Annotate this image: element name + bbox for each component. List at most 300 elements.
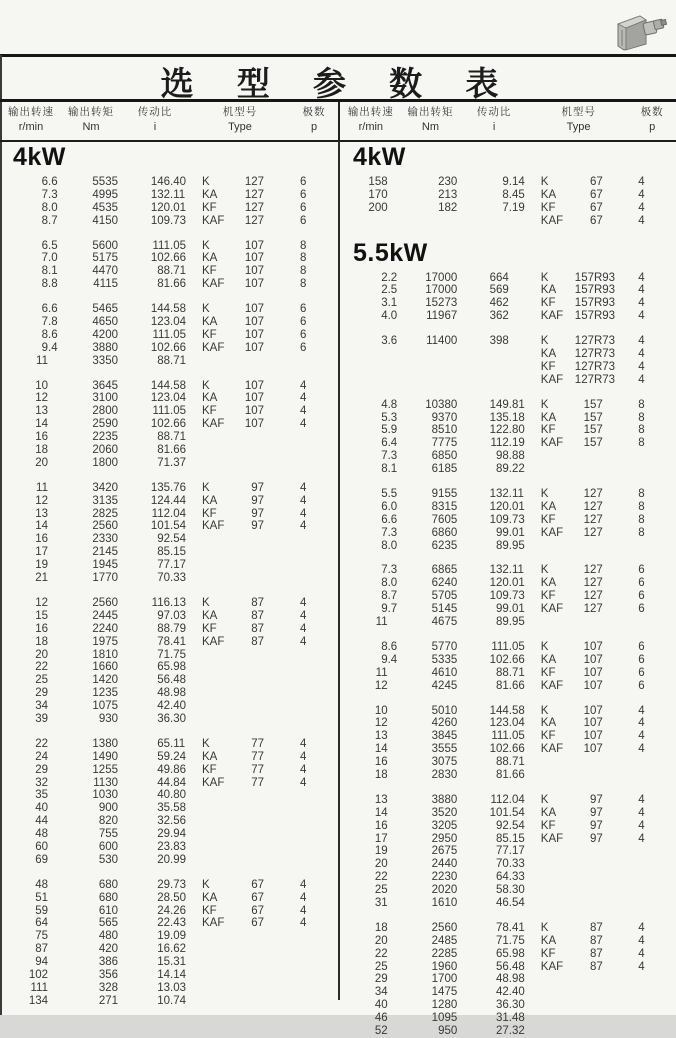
output-torque-cell: 2950 [431,832,458,845]
output-speed-cell [340,215,402,228]
output-torque-cell: 6235 [431,539,458,552]
poles-cell [628,1012,676,1025]
output-speed-cell: 22 [35,737,48,750]
output-torque-cell: 3845 [431,730,458,743]
table-row [340,756,676,769]
ratio-cell: 59 .24 [157,750,186,763]
output-speed-cell: 31 [374,896,388,909]
ratio-cell: 89 .95 [496,616,525,629]
output-torque-cell: 1945 [92,559,118,572]
table-row [340,374,676,387]
ratio-cell: 92 .54 [496,819,525,832]
table-header [0,99,676,142]
ratio-cell: 22 .43 [157,917,186,930]
output-torque-cell: 3880 [431,793,458,806]
poles-cell: 4 [300,904,307,917]
output-speed-cell: 17 [374,832,388,845]
table-row [0,431,338,444]
poles-cell: 4 [638,284,645,297]
output-torque-cell: 4115 [93,278,118,291]
poles-cell: 4 [638,704,645,717]
model-type-cell: KAF 107 [202,418,264,431]
output-torque-cell: 1130 [93,776,118,789]
model-type-cell [529,463,628,476]
poles-cell [290,969,338,982]
poles-cell [290,815,338,828]
poles-cell: 4 [638,310,645,323]
output-torque-cell: 1420 [92,674,118,687]
output-speed-cell: 9 .7 [381,603,398,616]
poles-cell [628,973,676,986]
output-torque-cell: 1770 [92,572,118,585]
output-speed-cell: 6 .6 [381,513,398,526]
output-torque-cell: 2560 [431,921,458,934]
ratio-cell: 462 [489,297,509,310]
poles-cell: 4 [300,520,307,533]
poles-cell [290,930,338,943]
col-header-poles: 极数 p [302,106,326,133]
ratio-cell: 112 .04 [490,793,525,806]
output-speed-cell: 15 [35,609,48,622]
output-speed-cell: 6 .6 [41,303,58,316]
model-type-cell [529,858,628,871]
output-torque-cell: 182 [438,201,458,214]
table-row [0,713,338,726]
col-header-model-type: 机型号 Type [561,106,596,133]
output-speed-cell: 10 [35,379,48,392]
model-block [340,176,676,228]
poles-cell: 4 [300,494,307,507]
model-type-cell: KA 127 [540,577,603,590]
output-torque-cell: 1235 [92,687,118,700]
output-torque-cell: 2560 [92,596,118,609]
model-type-cell: KF 127 [540,513,603,526]
model-type-cell [190,649,290,662]
table-row [340,450,676,463]
output-speed-cell: 22 [374,947,388,960]
output-torque-cell: 1700 [431,973,458,986]
output-speed-cell: 21 [35,572,48,585]
output-torque-cell: 2240 [92,622,118,635]
model-type-cell [190,995,290,1008]
output-speed-cell: 7 .3 [381,450,398,463]
output-speed-cell: 35 [35,789,48,802]
col-header-output-torque: 输出转矩 Nm [407,106,454,133]
output-torque-cell: 420 [98,943,118,956]
table-row [0,495,338,508]
table-row [340,189,676,202]
output-speed-cell: 29 [374,973,388,986]
output-speed-cell: 14 [374,806,388,819]
output-speed-cell: 69 [35,853,48,866]
table-row [340,986,676,999]
poles-cell: 4 [638,960,645,973]
model-block [340,564,676,628]
top-horizontal-rule [0,54,676,57]
model-type-cell [190,431,290,444]
poles-cell: 4 [638,947,645,960]
model-type-cell: KAF 67 [540,214,603,227]
table-row [0,879,338,892]
poles-cell: 4 [300,405,307,418]
poles-cell: 6 [300,328,307,341]
ratio-cell: 56 .48 [157,674,186,687]
ratio-cell: 111 .05 [491,640,525,653]
output-speed-cell: 4 .8 [381,398,398,411]
ratio-cell: 78 .41 [157,635,186,648]
model-type-cell [190,815,290,828]
output-speed-cell: 16 [374,819,388,832]
output-torque-cell: 1380 [92,737,118,750]
ratio-cell: 78 .41 [496,921,525,934]
output-speed-cell: 10 [374,704,388,717]
ratio-cell: 135 .76 [150,481,186,494]
table-row [0,215,338,228]
output-speed-cell: 6 .5 [41,239,58,252]
poles-cell [628,540,676,553]
output-torque-cell [402,348,460,361]
model-type-cell [190,559,290,572]
table-row [340,667,676,680]
model-block [340,272,676,324]
table-row [0,636,338,649]
output-speed-cell: 75 [35,930,48,943]
poles-cell: 6 [638,640,645,653]
poles-cell: 8 [300,278,307,291]
ratio-cell: 48 .98 [157,687,186,700]
table-row [0,764,338,777]
output-torque-cell: 3880 [92,341,118,354]
ratio-cell: 42 .40 [496,986,525,999]
table-row [0,240,338,253]
poles-cell [290,572,338,585]
model-type-cell: KA 67 [202,891,264,904]
model-type-cell: KA 157R93 [540,284,616,297]
poles-cell: 6 [638,564,645,577]
output-torque-cell: 2825 [92,507,118,520]
ratio-cell: 14 .14 [157,968,186,981]
output-speed-cell: 44 [35,815,48,828]
poles-cell: 8 [638,526,645,539]
output-torque-cell: 3645 [92,379,118,392]
model-type-cell: KAF 127R73 [540,373,616,386]
output-torque-cell: 6865 [431,564,458,577]
poles-cell: 6 [638,679,645,692]
table-row [340,590,676,603]
poles-cell: 4 [638,921,645,934]
table-row [340,437,676,450]
table-row [0,802,338,815]
ratio-cell: 89 .22 [496,463,525,476]
output-speed-cell: 40 [35,802,48,815]
ratio-cell [459,361,529,374]
model-type-cell: KF 157 [540,424,603,437]
output-torque-cell: 9370 [431,411,458,424]
output-torque-cell: 386 [98,956,118,969]
ratio-cell: 101 .54 [489,806,525,819]
model-type-cell: K 87 [202,596,264,609]
output-speed-cell: 51 [35,891,48,904]
poles-cell: 4 [638,819,645,832]
ratio-cell: 23 .83 [157,840,186,853]
model-type-cell [190,956,290,969]
table-row [340,730,676,743]
poles-cell [290,687,338,700]
model-type-cell [529,756,628,769]
output-torque-cell [402,361,460,374]
output-torque-cell: 356 [98,968,118,981]
output-speed-cell: 40 [374,999,388,1012]
output-speed-cell: 25 [35,674,48,687]
output-speed-cell: 25 [374,884,388,897]
model-type-cell: KF 127 [540,590,603,603]
ratio-cell: 88 .71 [157,265,186,278]
table-row [0,661,338,674]
output-speed-cell: 3 .6 [381,335,398,348]
output-speed-cell: 8 .1 [381,463,398,476]
output-speed-cell: 5 .3 [381,411,398,424]
model-type-cell: K 67 [202,878,264,891]
model-type-cell: KAF 97 [540,832,603,845]
ratio-cell: 112 .04 [151,507,186,520]
output-speed-cell: 8 .8 [41,278,58,291]
ratio-cell: 102 .66 [489,653,525,666]
poles-cell: 4 [300,609,307,622]
poles-cell [628,450,676,463]
model-type-cell: KF 157R93 [540,297,616,310]
table-row [340,717,676,730]
poles-cell: 4 [300,878,307,891]
output-speed-cell: 5 .5 [381,488,398,501]
poles-cell: 6 [300,316,307,329]
ratio-cell: 42 .40 [157,700,186,713]
output-speed-cell: 8 .0 [381,539,398,552]
poles-cell: 4 [300,763,307,776]
ratio-cell: 65 .98 [496,947,525,960]
output-speed-cell: 9 .4 [381,653,398,666]
model-type-cell: KF 107 [202,405,264,418]
poles-cell: 6 [300,201,307,214]
model-type-cell [190,982,290,995]
table-row [0,546,338,559]
output-speed-cell: 46 [374,1012,388,1025]
table-row [340,577,676,590]
output-torque-cell: 680 [98,878,118,891]
model-type-cell: K 97 [540,793,603,806]
output-speed-cell: 2 .5 [381,284,398,297]
poles-cell [290,674,338,687]
output-speed-cell: 8 .6 [381,640,398,653]
table-row [0,265,338,278]
model-type-cell [529,1012,628,1025]
output-torque-cell: 820 [98,815,118,828]
output-speed-cell: 14 [35,418,48,431]
poles-cell [628,986,676,999]
table-row [340,948,676,961]
table-row [0,841,338,854]
poles-cell: 4 [300,596,307,609]
poles-cell: 4 [300,917,307,930]
ratio-cell: 120 .01 [489,577,525,590]
output-torque-cell: 6850 [431,450,458,463]
poles-cell: 6 [638,653,645,666]
model-type-cell: K 107 [540,704,603,717]
poles-cell [628,999,676,1012]
poles-cell: 4 [300,379,307,392]
model-type-cell [190,802,290,815]
poles-cell [290,943,338,956]
output-speed-cell: 12 [35,494,48,507]
table-row [0,520,338,533]
model-type-cell: KF 107 [540,666,603,679]
ratio-cell: 36 .30 [496,999,525,1012]
ratio-cell: 120 .01 [489,500,525,513]
ratio-cell: 88 .71 [157,354,186,367]
poles-cell: 6 [300,341,307,354]
output-torque-cell: 10380 [425,398,458,411]
output-speed-cell: 13 [35,405,48,418]
ratio-cell: 31 .48 [496,1012,525,1025]
output-torque-cell: 610 [98,904,118,917]
table-row [340,680,676,693]
output-speed-cell: 8 .1 [41,265,58,278]
output-speed-cell: 11 [36,481,48,494]
ratio-cell: 7 .19 [502,201,525,214]
output-torque-cell: 2230 [431,871,458,884]
table-row [340,488,676,501]
output-torque-cell: 1475 [431,986,458,999]
output-torque-cell: 2440 [431,858,458,871]
model-type-cell: KAF 67 [202,917,264,930]
model-type-cell: K 127 [202,176,264,188]
table-row [0,533,338,546]
table-row [340,399,676,412]
output-speed-cell: 11 [375,666,388,679]
ratio-cell: 88 .71 [157,431,186,444]
model-type-cell: KAF 157 [540,437,603,450]
output-speed-cell [340,361,402,374]
output-torque-cell: 15273 [425,297,458,310]
table-row [340,922,676,935]
header-group-left [0,102,338,140]
output-torque-cell: 9155 [431,488,458,501]
output-speed-cell: 200 [368,201,388,214]
ratio-cell: 101 .54 [150,520,186,533]
output-speed-cell: 39 [35,712,48,725]
output-torque-cell: 2060 [92,444,118,457]
output-torque-cell: 930 [98,712,118,725]
model-type-cell [529,986,628,999]
model-type-cell: KA 67 [540,188,603,201]
model-type-cell [190,444,290,457]
poles-cell [290,649,338,662]
output-torque-cell: 3420 [92,481,118,494]
table-row [340,616,676,629]
output-speed-cell: 16 [374,756,388,769]
poles-cell: 6 [638,666,645,679]
ratio-cell: 111 .05 [491,730,525,743]
poles-cell [628,1025,676,1038]
output-torque-cell: 4610 [431,666,458,679]
table-row [0,444,338,457]
table-row [340,794,676,807]
ratio-cell: 44 .84 [157,776,186,789]
col-header-output-speed: 输出转速 r/min [347,106,394,133]
poles-cell [628,858,676,871]
output-torque-cell: 2145 [92,546,118,559]
table-row [0,316,338,329]
table-row [0,202,338,215]
output-torque-cell: 4470 [92,265,118,278]
model-type-cell: KF 97 [202,507,264,520]
output-speed-cell: 5 .9 [381,424,398,437]
model-type-cell [190,546,290,559]
table-row [340,310,676,323]
output-speed-cell: 20 [35,648,48,661]
table-row [340,176,676,189]
table-row [0,392,338,405]
poles-cell: 4 [300,392,307,405]
output-speed-cell: 9 .4 [41,341,58,354]
poles-cell [290,457,338,470]
model-type-cell [529,871,628,884]
poles-cell [628,769,676,782]
output-torque-cell: 1075 [92,700,118,713]
model-type-cell: KF 67 [202,904,264,917]
table-row [340,871,676,884]
model-type-cell: KF 107 [202,265,264,278]
output-torque-cell: 600 [98,840,118,853]
poles-cell: 4 [638,271,645,284]
poles-cell [290,546,338,559]
ratio-cell: 92 .54 [157,533,186,546]
poles-cell [290,828,338,841]
ratio-cell: 49 .86 [157,763,186,776]
output-speed-cell: 16 [35,622,48,635]
output-torque-cell: 5010 [431,704,458,717]
output-torque-cell: 17000 [425,284,458,297]
table-row [0,854,338,867]
ratio-cell: 27 .32 [496,1024,525,1037]
poles-cell: 8 [638,398,645,411]
ratio-cell: 71 .75 [496,934,525,947]
ratio-cell: 144 .58 [150,379,186,392]
model-block [0,879,338,1008]
poles-cell: 6 [300,188,307,201]
poles-cell [290,533,338,546]
ratio-cell: 29 .94 [157,828,186,841]
table-row [340,463,676,476]
model-type-cell: KF 127 [202,201,264,214]
model-type-cell: K 97 [202,481,264,494]
output-torque-cell: 4650 [92,316,118,329]
output-torque-cell: 1810 [92,648,118,661]
output-speed-cell: 29 [35,687,48,700]
ratio-cell: 64 .33 [496,871,525,884]
model-type-cell: K 77 [202,737,264,750]
ratio-cell: 102 .66 [150,341,186,354]
output-speed-cell: 12 [374,679,388,692]
ratio-cell: 88 .71 [496,666,525,679]
ratio-cell: 144 .58 [150,303,186,316]
col-header-output-torque: 输出转矩 Nm [68,106,114,133]
output-speed-cell: 4 .0 [381,310,398,323]
poles-cell [290,956,338,969]
table-row [0,482,338,495]
poles-cell: 4 [300,750,307,763]
table-row [0,815,338,828]
poles-cell [628,756,676,769]
